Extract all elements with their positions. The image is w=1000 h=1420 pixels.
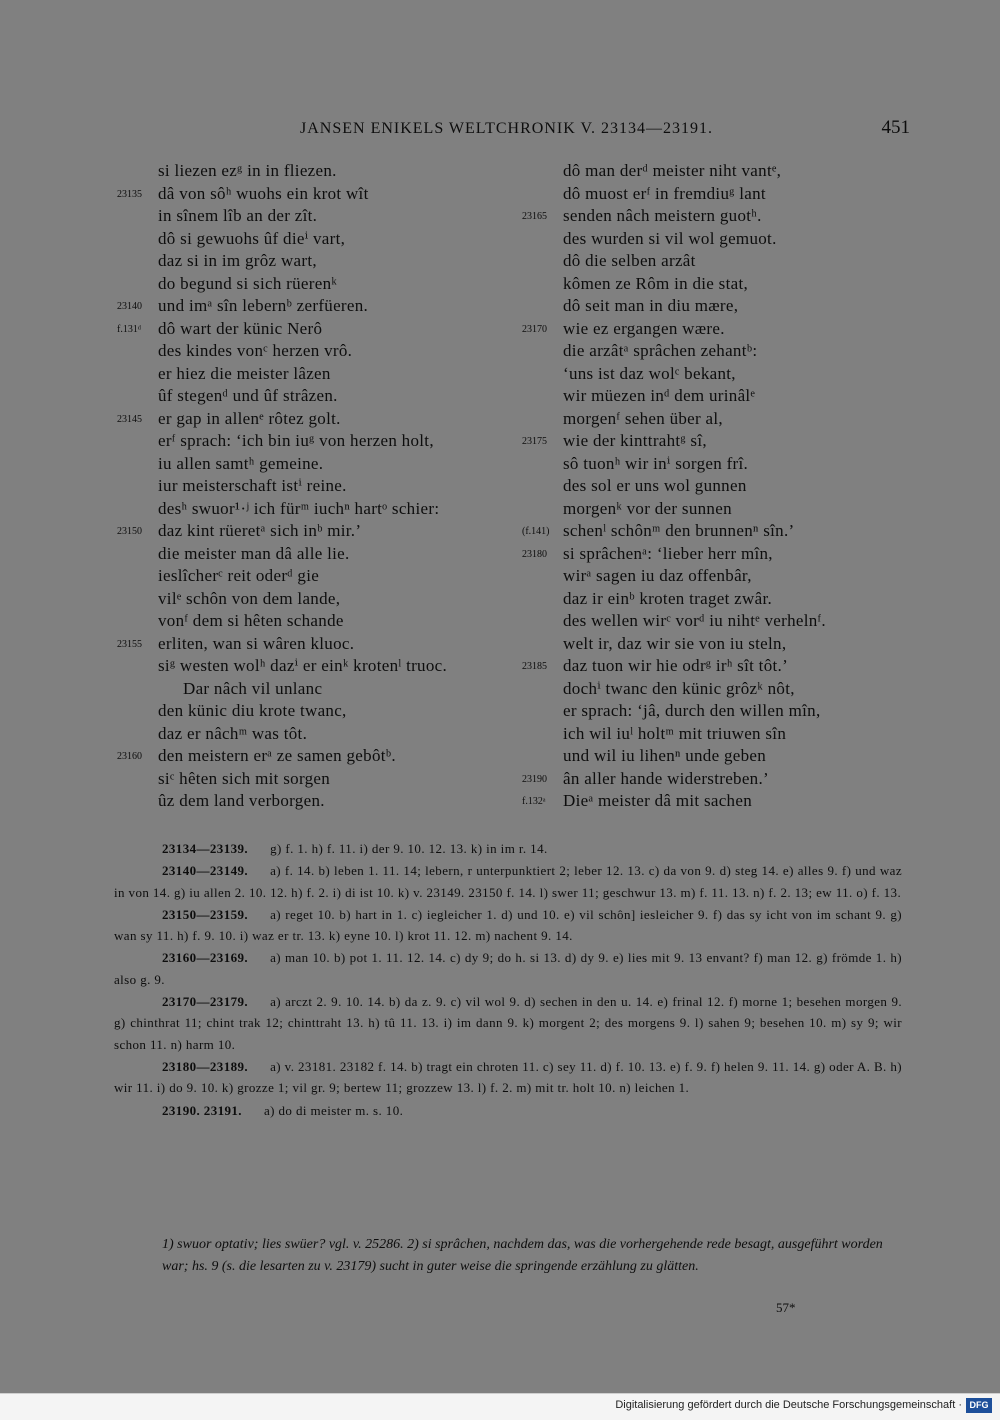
verse-line xyxy=(158,430,447,453)
verse-text: ân aller hande widerstreben.’ xyxy=(563,768,769,788)
verse-text: er sprach: ‘jâ, durch den willen mîn, xyxy=(563,701,821,720)
verse-text: und wil iu lihenⁿ unde geben xyxy=(563,746,767,765)
verse-text: daz er nâchᵐ was tôt. xyxy=(158,723,308,743)
verse-line xyxy=(158,160,447,183)
verse-text: Dieᵃ meister dâ mit sachen xyxy=(563,791,752,810)
verse-line xyxy=(563,723,826,746)
footnotes xyxy=(114,1234,902,1277)
line-number: 23160 xyxy=(117,751,142,762)
verse-text: ûf stegenᵈ und ûf strâzen. xyxy=(158,386,338,405)
variant-line-range: 23190. 23191. xyxy=(162,1102,242,1118)
verse-line xyxy=(158,273,447,296)
verse-text: daz ir einᵇ kroten traget zwâr. xyxy=(563,588,773,608)
line-number: f.132ᵃ xyxy=(522,796,546,807)
verse-text: welt ir, daz wir sie von iu steln, xyxy=(563,633,787,653)
verse-text: ieslîcherᶜ reit oderᵈ gie xyxy=(158,566,320,585)
verse-text: ‘uns ist daz wolᶜ bekant, xyxy=(563,363,736,383)
verse-line xyxy=(563,363,826,386)
variant-entry xyxy=(114,904,902,947)
verse-line xyxy=(158,700,447,723)
signature-mark: 57* xyxy=(776,1300,796,1315)
verse-line xyxy=(522,318,826,341)
verse-text: erliten, wan si wâren kluoc. xyxy=(158,633,355,653)
verse-line xyxy=(158,475,447,498)
variant-entry xyxy=(114,991,902,1055)
footer-bar xyxy=(0,1393,1000,1420)
verse-line xyxy=(117,408,447,431)
verse-line xyxy=(158,588,447,611)
verse-text: morgenᶠ sehen über al, xyxy=(563,408,723,428)
variant-readings: a) reget 10. b) hart in 1. c) iegleicher 1. d) und 10. e) vil schôn] iesleicher 9. f) das sy icht von im schant 9. g) wan sy 11. h) f. 9. 10. i) waz er tr. 13. k) eyne 10. l) krot 11. 12. m) nachent 9. 14. xyxy=(114,906,902,944)
verse-text: dô die selben arzât xyxy=(563,251,696,270)
verse-line xyxy=(563,408,826,431)
line-number: 23135 xyxy=(117,188,142,200)
verse-text: sô tuonʰ wir inⁱ sorgen frî. xyxy=(563,453,749,473)
verse-text: senden nâch meistern guotʰ. xyxy=(563,206,762,225)
line-number: 23145 xyxy=(117,413,142,425)
verse-text: vonᶠ dem si hêten schande xyxy=(158,611,344,630)
variant-line-range: 23180—23189. xyxy=(162,1058,249,1074)
verse-line xyxy=(563,340,826,363)
verse-text: ûz dem land verborgen. xyxy=(158,791,325,810)
verse-text: schenˡ schônᵐ den brunnenⁿ sîn.’ xyxy=(563,521,795,540)
verse-text: iu allen samtʰ gemeine. xyxy=(158,453,324,473)
variant-entry xyxy=(114,838,902,859)
verse-line xyxy=(522,655,826,678)
verse-line xyxy=(158,363,447,386)
verse-line xyxy=(522,520,826,543)
variant-entry xyxy=(114,860,902,903)
verse-line xyxy=(522,430,826,453)
verse-text: die arzâtᵃ sprâchen zehantᵇ: xyxy=(563,341,758,360)
verse-line xyxy=(158,205,447,228)
line-number: 23155 xyxy=(117,638,142,650)
page-number: 451 xyxy=(881,117,910,138)
line-number: 23140 xyxy=(117,301,142,312)
verse-line xyxy=(563,700,826,723)
verse-line xyxy=(117,633,447,656)
verse-text: ich wil iuˡ holtᵐ mit triuwen sîn xyxy=(563,723,787,743)
verse-line xyxy=(117,318,447,341)
verse-line xyxy=(117,183,447,206)
verse-line xyxy=(158,250,447,273)
line-number: f.131ᵈ xyxy=(117,323,141,335)
verse-text: den künic diu krote twanc, xyxy=(158,701,347,720)
verse-text: wir müezen inᵈ dem urinâlᵉ xyxy=(563,386,756,405)
verse-line xyxy=(563,745,826,768)
verse-line xyxy=(522,543,826,566)
verse-text: des wellen wirᶜ vorᵈ iu nihtᵉ verhelnᶠ. xyxy=(563,611,826,630)
verse-text: vilᵉ schôn von dem lande, xyxy=(158,588,341,608)
line-number: 23185 xyxy=(522,661,547,672)
verse-text: Dar nâch vil unlanc xyxy=(183,678,323,698)
verse-line xyxy=(563,228,826,251)
variant-readings: a) do di meister m. s. 10. xyxy=(263,1102,404,1118)
variant-line-range: 23134—23139. xyxy=(162,841,249,856)
verse-text: si liezen ezᵍ in in fliezen. xyxy=(158,161,337,180)
left-verse-column xyxy=(117,160,448,813)
verse-line xyxy=(563,633,826,656)
line-number: 23180 xyxy=(522,548,547,560)
variant-line-range: 23140—23149. xyxy=(162,863,249,879)
verse-line xyxy=(563,565,826,588)
verse-text: des kindes vonᶜ herzen vrô. xyxy=(158,341,353,360)
verse-line xyxy=(158,498,447,521)
running-title: JANSEN ENIKELS WELTCHRONIK V. 23134—23191. xyxy=(300,120,713,137)
verse-line xyxy=(563,678,826,701)
right-verse-column xyxy=(522,160,826,813)
verse-line xyxy=(158,543,447,566)
line-number: 23175 xyxy=(522,436,547,447)
verse-line xyxy=(563,588,826,611)
verse-text: siᶜ hêten sich mit sorgen xyxy=(158,768,331,788)
verse-text: kômen ze Rôm in die stat, xyxy=(563,273,749,293)
verse-text: do begund si sich rüerenᵏ xyxy=(158,273,338,293)
verse-text: dô muost erᶠ in fremdiuᵍ lant xyxy=(563,183,766,203)
verse-line xyxy=(522,205,826,228)
verse-text: iur meisterschaft istⁱ reine. xyxy=(158,476,347,495)
verse-text: si sprâchenᵃ: ‘lieber herr mîn, xyxy=(563,543,773,563)
variant-readings: a) f. 14. b) leben 1. 11. 14; lebern, r unterpunktiert 2; leber 12. 13. c) da von 9. d) steg 14. e) alles 9. f) und waz in von 14. g) iu allen 2. 10. 12. h) f. 2. i) di ist 10. k) v. 23149. 23150 f. 14. l) swer 11; geschwur 13. m) f. 11. 13. n) f. 2. 13; ew 11. o) f. 13. xyxy=(114,863,902,900)
verse-text: des sol er uns wol gunnen xyxy=(563,476,747,495)
verse-text: wirᵃ sagen iu daz offenbâr, xyxy=(563,566,752,585)
verse-line xyxy=(158,723,447,746)
variant-line-range: 23160—23169. xyxy=(162,950,249,966)
variant-line-range: 23170—23179. xyxy=(162,994,249,1010)
verse-line xyxy=(117,520,447,543)
verse-line xyxy=(158,655,447,678)
dfg-logo-icon: DFG xyxy=(966,1398,992,1413)
verse-line xyxy=(158,678,447,701)
verse-text: er hiez die meister lâzen xyxy=(158,363,331,383)
line-number: (f.141) xyxy=(522,526,550,537)
verse-line xyxy=(117,745,447,768)
verse-line xyxy=(158,385,447,408)
verse-text: desʰ swuor¹·ʲ ich fürᵐ iuchⁿ hartᵒ schier: xyxy=(158,498,440,518)
variant-apparatus xyxy=(114,838,902,1122)
verse-text: daz tuon wir hie odrᵍ irʰ sît tôt.’ xyxy=(563,656,789,675)
variant-readings: a) v. 23181. 23182 f. 14. b) tragt ein chroten 11. c) sey 11. d) f. 10. 13. e) f. 9. f) helen 9. 11. 14. g) oder A. B. h) wir 11. i) do 9. 10. k) grozze 1; vil gr. 9; bertew 11; grozzew 13. l) f. 2. m) mit tr. holt 10. n) leichen 1. xyxy=(114,1058,902,1096)
verse-line xyxy=(158,340,447,363)
verse-line xyxy=(563,498,826,521)
verse-text: dochⁱ twanc den künic grôzᵏ nôt, xyxy=(563,678,795,698)
verse-text: den meistern erᵃ ze samen gebôtᵇ. xyxy=(158,746,396,765)
variant-entry xyxy=(114,1056,902,1099)
variant-readings: g) f. 1. h) f. 11. i) der 9. 10. 12. 13. k) in im r. 14. xyxy=(270,841,548,856)
verse-text: daz si in im grôz wart, xyxy=(158,251,317,270)
verse-text: daz kint rüeretᵃ sich inᵇ mir.’ xyxy=(158,521,362,540)
verse-text: erᶠ sprach: ‘ich bin iuᵍ von herzen holt, xyxy=(158,431,434,450)
verse-line xyxy=(563,610,826,633)
verse-text: des wurden si vil wol gemuot. xyxy=(563,228,777,248)
verse-line xyxy=(117,295,447,318)
line-number: 23150 xyxy=(117,526,142,537)
verse-line xyxy=(158,610,447,633)
line-number: 23170 xyxy=(522,323,547,335)
variant-readings: a) arczt 2. 9. 10. 14. b) da z. 9. c) vil wol 9. d) sechen in den u. 14. e) frinal 12. f) morne 1; besehen morgen 9. g) chinthrat 11; chint trak 12; chinttraht 13. h) tû 11. 13. i) im dann 9. k) morgent 2; des morgens 9. l) sahen 9; besehen 10. m) sy 9; wir schon 11. n) harm 10. xyxy=(114,994,902,1052)
verse-line xyxy=(563,183,826,206)
verse-line xyxy=(563,295,826,318)
footer-credit: Digitalisierung gefördert durch die Deutsche Forschungsgemeinschaft · xyxy=(615,1399,962,1411)
variant-readings: a) man 10. b) pot 1. 11. 12. 14. c) dy 9; do h. si 13. d) dy 9. e) lies mit 9. 13 envant? f) man 12. g) frömde 1. h) also g. 9. xyxy=(114,950,902,987)
verse-text: in sînem lîb an der zît. xyxy=(158,206,318,225)
verse-text: die meister man dâ alle lie. xyxy=(158,543,350,563)
verse-line xyxy=(563,453,826,476)
line-number: 23190 xyxy=(522,773,547,785)
verse-text: und imᵃ sîn lebernᵇ zerfüeren. xyxy=(158,296,369,315)
verse-line xyxy=(158,565,447,588)
verse-text: dâ von sôʰ wuohs ein krot wît xyxy=(158,183,369,203)
verse-line xyxy=(522,790,826,813)
verse-line xyxy=(563,250,826,273)
verse-line xyxy=(563,160,826,183)
verse-text: wie ez ergangen wære. xyxy=(563,318,725,338)
verse-line xyxy=(563,273,826,296)
verse-text: siᵍ westen wolʰ dazⁱ er einᵏ krotenˡ truoc. xyxy=(158,656,448,675)
verse-line xyxy=(158,768,447,791)
verse-line xyxy=(522,768,826,791)
verse-text: wie der kinttrahtᵍ sî, xyxy=(563,431,707,450)
verse-text: dô wart der künic Nerô xyxy=(158,318,323,338)
verse-text: dô seit man in diu mære, xyxy=(563,296,739,315)
line-number: 23165 xyxy=(522,211,547,222)
footnote-text: 1) swuor optativ; lies swüer? vgl. v. 25286. 2) si sprâchen, nachdem das, was die vorhergehende rede besagt, ausgeführt worden war; hs. 9 (s. die lesarten zu v. 23179) sucht in guter weise die springende erzählung zu glätten. xyxy=(162,1237,883,1274)
verse-line xyxy=(158,228,447,251)
verse-line xyxy=(563,385,826,408)
verse-text: dô si gewuohs ûf dieⁱ vart, xyxy=(158,228,346,248)
verse-line xyxy=(158,790,447,813)
variant-entry xyxy=(114,947,902,990)
verse-text: er gap in allenᵉ rôtez golt. xyxy=(158,408,341,428)
verse-line xyxy=(563,475,826,498)
variant-entry xyxy=(114,1100,902,1121)
verse-line xyxy=(158,453,447,476)
verse-text: dô man derᵈ meister niht vantᵉ, xyxy=(563,161,782,180)
variant-line-range: 23150—23159. xyxy=(162,906,249,922)
verse-text: morgenᵏ vor der sunnen xyxy=(563,498,732,518)
